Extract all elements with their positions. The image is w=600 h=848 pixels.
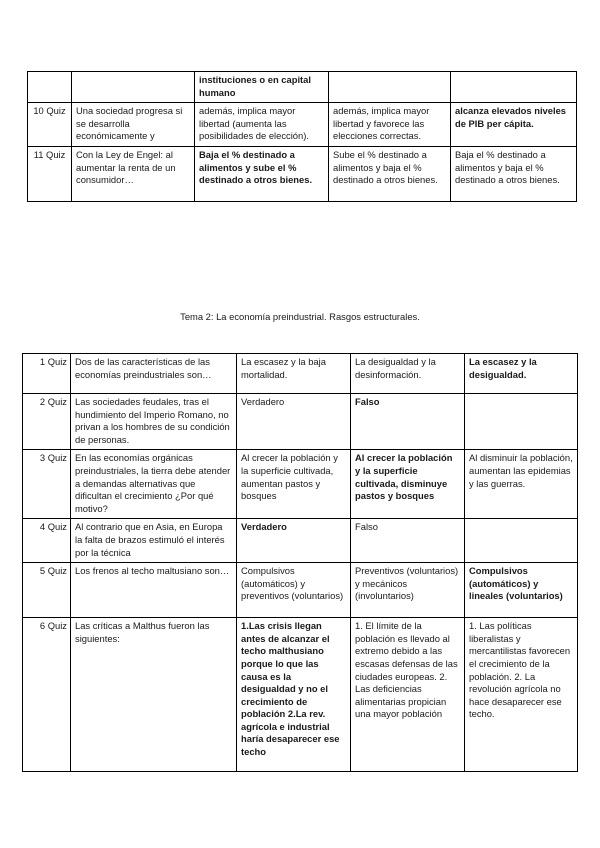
question-cell: Las críticas a Malthus fueron las siguientes: bbox=[71, 618, 237, 772]
answer-b-cell: Sube el % destinado a alimentos y baja el % destinado a otros bienes. bbox=[329, 146, 451, 201]
answer-c-cell bbox=[451, 72, 577, 103]
answer-a-cell: Verdadero bbox=[237, 519, 351, 563]
answer-a-cell: instituciones o en capital humano bbox=[195, 72, 329, 103]
answer-a-cell: Al crecer la población y la superficie cultivada, aumentan pastos y bosques bbox=[237, 450, 351, 519]
answer-a-cell: Compulsivos (automáticos) y preventivos (voluntarios) bbox=[237, 563, 351, 618]
answer-a-cell: La escasez y la baja mortalidad. bbox=[237, 354, 351, 394]
quiz-table-continued bbox=[27, 71, 577, 202]
quiz-number: 4 Quiz bbox=[23, 519, 71, 563]
quiz-table-tema-2 bbox=[22, 353, 578, 772]
question-cell: En las economías orgánicas preindustriales, la tierra debe atender a demandas alternativas que dificultan el crecimiento ¿Por qué motivo? bbox=[71, 450, 237, 519]
question-cell: Una sociedad progresa si se desarrolla económicamente y bbox=[72, 103, 195, 147]
table-row bbox=[23, 519, 578, 563]
answer-b-cell: Preventivos (voluntarios) y mecánicos (involuntarios) bbox=[351, 563, 465, 618]
table-row bbox=[23, 394, 578, 450]
question-cell: Los frenos al techo maltusiano son… bbox=[71, 563, 237, 618]
answer-a-cell: Baja el % destinado a alimentos y sube el % destinado a otros bienes. bbox=[195, 146, 329, 201]
quiz-number: 2 Quiz bbox=[23, 394, 71, 450]
answer-c-cell: La escasez y la desigualdad. bbox=[465, 354, 578, 394]
quiz-number-text: 10 Quiz bbox=[33, 105, 66, 117]
answer-b-cell: Falso bbox=[351, 394, 465, 450]
answer-b-cell: La desigualdad y la desinformación. bbox=[351, 354, 465, 394]
answer-c-cell: Baja el % destinado a alimentos y baja el % destinado a otros bienes. bbox=[451, 146, 577, 201]
answer-b-cell bbox=[329, 72, 451, 103]
answer-b-cell: Falso bbox=[351, 519, 465, 563]
answer-c-cell bbox=[465, 394, 578, 450]
answer-c-cell: Al disminuir la población, aumentan las epidemias y las guerras. bbox=[465, 450, 578, 519]
quiz-number: 5 Quiz bbox=[23, 563, 71, 618]
quiz-number: 11 Quiz bbox=[28, 146, 72, 201]
quiz-number: 3 Quiz bbox=[23, 450, 71, 519]
answer-b-cell: Al crecer la población y la superficie cultivada, disminuye pastos y bosques bbox=[351, 450, 465, 519]
table-row bbox=[23, 450, 578, 519]
answer-b-cell: 1. El límite de la población es llevado al extremo debido a las escasas defensas de las ciudades europeas. 2. Las deficiencias alimentarias propician una mayor población bbox=[351, 618, 465, 772]
table-row bbox=[23, 563, 578, 618]
answer-c-cell: 1. Las políticas liberalistas y mercantilistas favorecen el crecimiento de la población. 2. La revolución agrícola no hace desaparecer ese techo. bbox=[465, 618, 578, 772]
table-row bbox=[28, 146, 577, 201]
table-row bbox=[23, 618, 578, 772]
quiz-number: 6 Quiz bbox=[23, 618, 71, 772]
table-row bbox=[28, 103, 577, 147]
answer-a-cell: 1.Las crisis llegan antes de alcanzar el techo malthusiano porque lo que las causa es la desigualdad y no el crecimiento de población 2.La rev. agrícola e industrial haría desaparecer ese techo bbox=[237, 618, 351, 772]
answer-b-cell: además, implica mayor libertad y favorece las elecciones correctas. bbox=[329, 103, 451, 147]
section-title: Tema 2: La economía preindustrial. Rasgos estructurales. bbox=[180, 311, 420, 322]
quiz-number: 1 Quiz bbox=[23, 354, 71, 394]
table-row bbox=[28, 72, 577, 103]
quiz-number bbox=[28, 72, 72, 103]
answer-a-cell: además, implica mayor libertad (aumenta las posibilidades de elección). bbox=[195, 103, 329, 147]
question-cell: Dos de las características de las economías preindustriales son… bbox=[71, 354, 237, 394]
quiz-number bbox=[28, 103, 72, 147]
answer-c-cell: alcanza elevados niveles de PIB per cápita. bbox=[451, 103, 577, 147]
question-cell: Con la Ley de Engel: al aumentar la renta de un consumidor… bbox=[72, 146, 195, 201]
answer-a-cell: Verdadero bbox=[237, 394, 351, 450]
answer-c-cell: Compulsivos (automáticos) y lineales (voluntarios) bbox=[465, 563, 578, 618]
question-cell: Al contrario que en Asia, en Europa la falta de brazos estimuló el interés por la técnica bbox=[71, 519, 237, 563]
question-cell: Las sociedades feudales, tras el hundimiento del Imperio Romano, no privan a los hombres de su condición de personas. bbox=[71, 394, 237, 450]
answer-c-cell bbox=[465, 519, 578, 563]
table-row bbox=[23, 354, 578, 394]
question-cell bbox=[72, 72, 195, 103]
